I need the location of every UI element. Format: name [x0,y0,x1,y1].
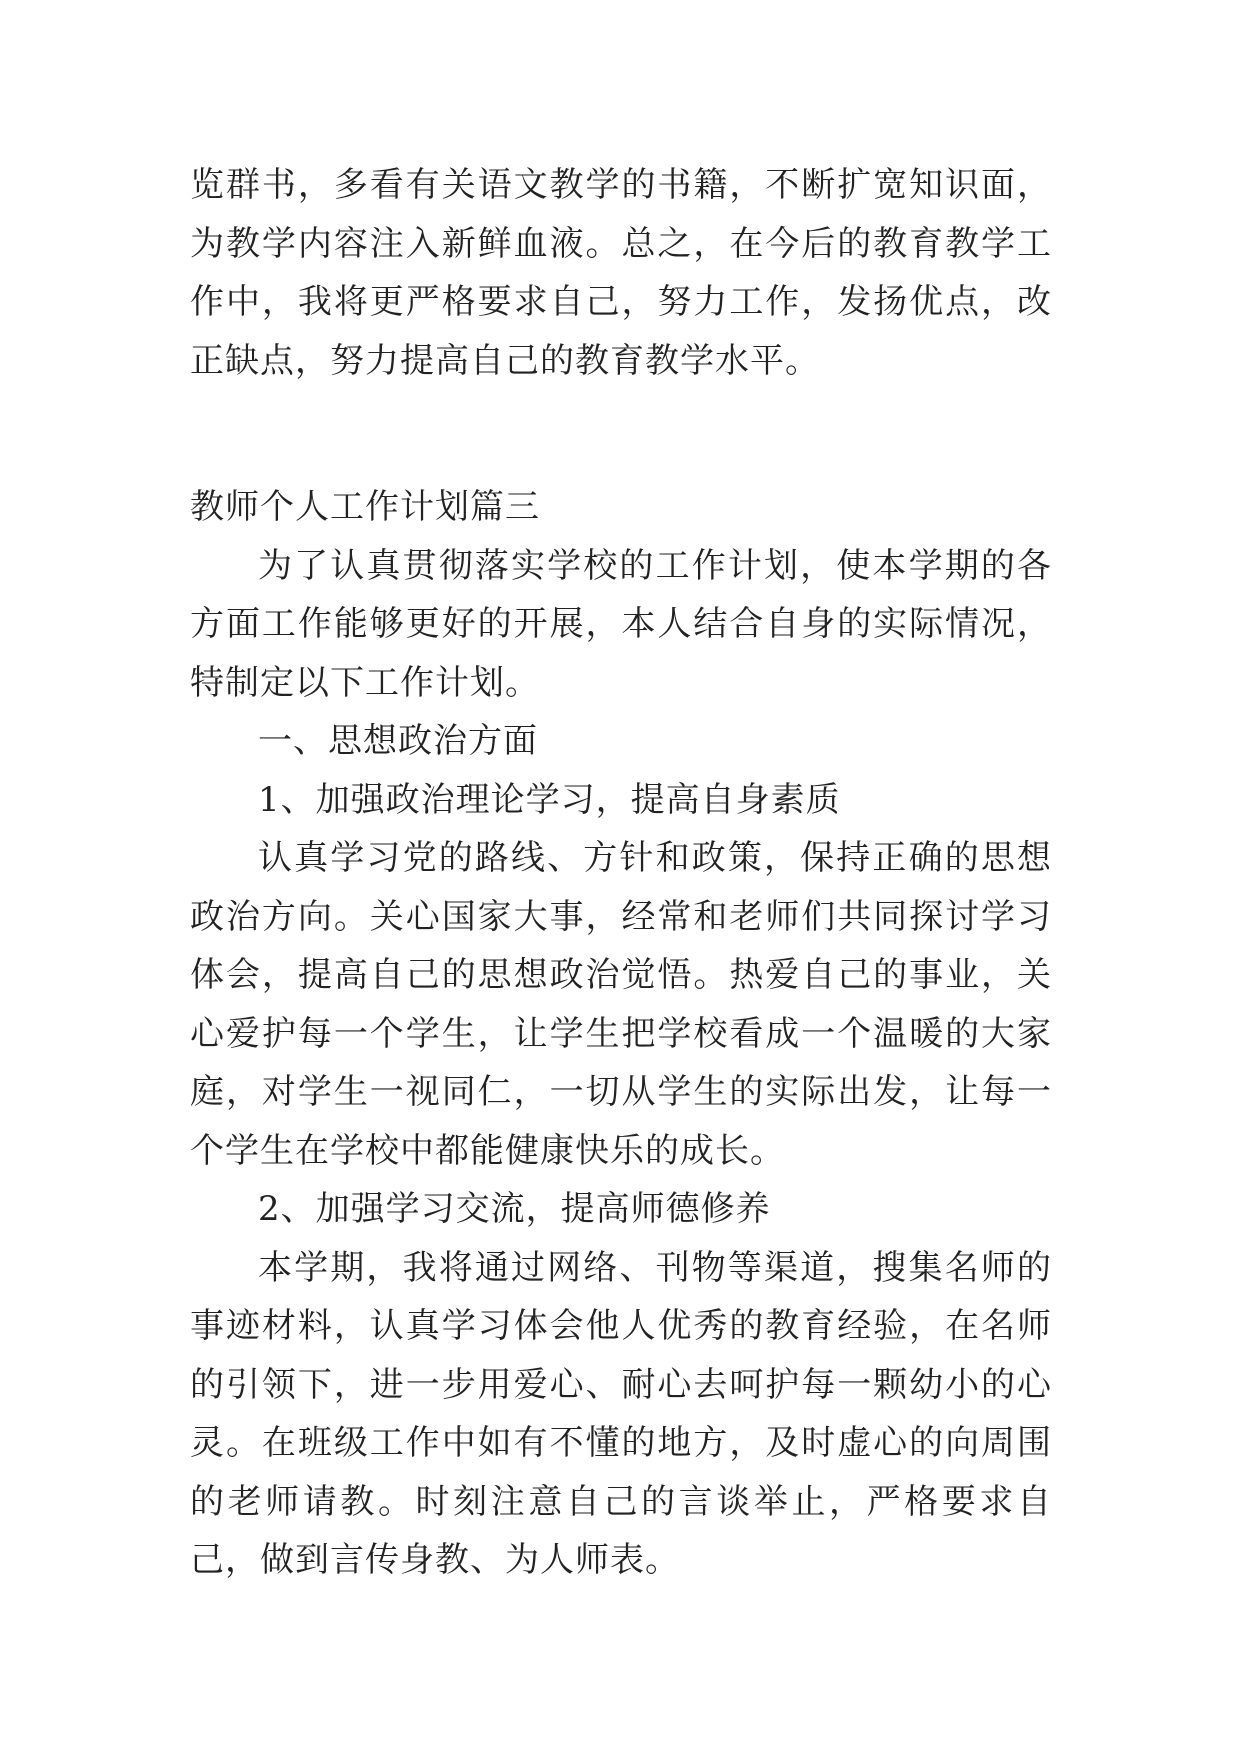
document-body [190,156,1052,1590]
paragraph-spacer [190,390,1052,478]
section-title: 教师个人工作计划篇三 [190,487,540,527]
paragraph-intro: 为了认真贯彻落实学校的工作计划，使本学期的各方面工作能够更好的开展，本人结合自身的实际情况，特制定以下工作计划。 [190,545,1052,703]
heading-ideology-politics: 一、思想政治方面 [258,721,538,761]
paragraph-continued: 览群书，多看有关语文教学的书籍，不断扩宽知识面，为教学内容注入新鲜血液。总之，在今后的教育教学工作中，我将更严格要求自己，努力工作，发扬优点，改正缺点，努力提高自己的教育教学水平。 [190,165,1052,381]
paragraph-theory-study: 认真学习党的路线、方针和政策，保持正确的思想政治方向。关心国家大事，经常和老师们共同探讨学习体会，提高自己的思想政治觉悟。热爱自己的事业，关心爱护每一个学生，让学生把学校看成一个温暖的大家庭，对学生一视同仁，一切从学生的实际出发，让每一个学生在学校中都能健康快乐的成长。 [190,838,1052,1171]
subheading-exchange-ethics: 2、加强学习交流，提高师德修养 [258,1189,771,1229]
paragraph-exchange-ethics: 本学期，我将通过网络、刊物等渠道，搜集名师的事迹材料，认真学习体会他人优秀的教育经验，在名师的引领下，进一步用爱心、耐心去呵护每一颗幼小的心灵。在班级工作中如有不懂的地方，及时虚心的向周围的老师请教。时刻注意自己的言谈举止，严格要求自己，做到言传身教、为人师表。 [190,1247,1052,1580]
subheading-theory-study: 1、加强政治理论学习，提高自身素质 [258,779,841,820]
